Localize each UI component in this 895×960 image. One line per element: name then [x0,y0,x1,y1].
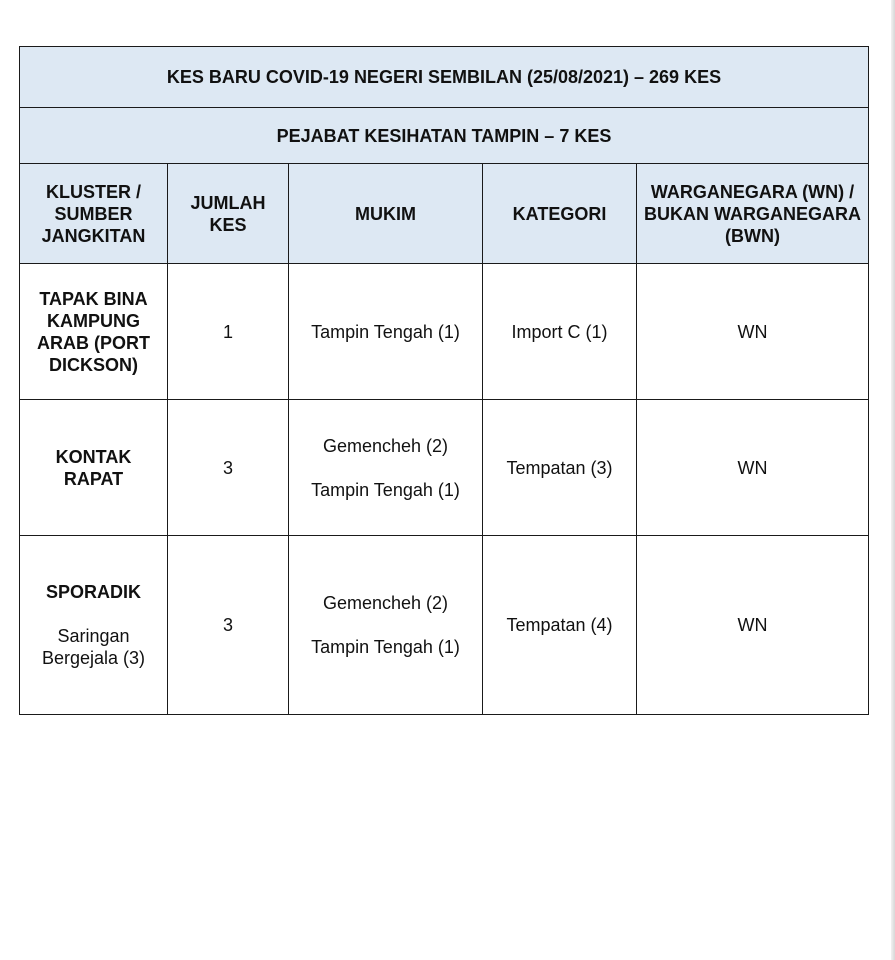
header-jumlah-kes: JUMLAH KES [168,164,289,264]
table-title: KES BARU COVID-19 NEGERI SEMBILAN (25/08/2021) – 269 KES [20,47,869,108]
mukim-entry: Gemencheh (2) [322,593,449,613]
table-row [20,264,869,400]
cell-jumlah: 3 [168,400,289,536]
kluster-sub: Saringan Bergejala (3) [41,626,146,668]
cell-kategori: Tempatan (3) [483,400,637,536]
cell-mukim [289,264,483,400]
cell-wn: WN [637,400,869,536]
table-row [20,536,869,715]
cell-kategori: Tempatan (4) [483,536,637,715]
cell-kluster: KONTAK RAPAT [20,400,168,536]
cell-mukim [289,400,483,536]
mukim-entry: Tampin Tengah (1) [311,321,460,342]
column-header-row [20,164,869,264]
cell-jumlah: 1 [168,264,289,400]
header-warganegara: WARGANEGARA (WN) / BUKAN WARGANEGARA (BWN) [637,164,869,264]
cell-mukim [289,536,483,715]
table-title-row [20,47,869,108]
cell-kluster: TAPAK BINA KAMPUNG ARAB (PORT DICKSON) [20,264,168,400]
mukim-entry: Gemencheh (2) [322,435,449,456]
mukim-entry: Tampin Tengah (1) [311,637,460,657]
office-row [20,108,869,164]
cell-kategori: Import C (1) [483,264,637,400]
table-row [20,400,869,536]
header-kategori: KATEGORI [483,164,637,264]
header-kluster: KLUSTER / SUMBER JANGKITAN [20,164,168,264]
cell-jumlah: 3 [168,536,289,715]
office-title: PEJABAT KESIHATAN TAMPIN – 7 KES [20,108,869,164]
cell-wn: WN [637,536,869,715]
mukim-entry: Tampin Tengah (1) [311,479,460,500]
covid-cases-table [19,46,869,715]
header-mukim: MUKIM [289,164,483,264]
page-edge-shadow [891,0,895,960]
cell-wn: WN [637,264,869,400]
kluster-name: SPORADIK [45,582,141,602]
cell-kluster [20,536,168,715]
